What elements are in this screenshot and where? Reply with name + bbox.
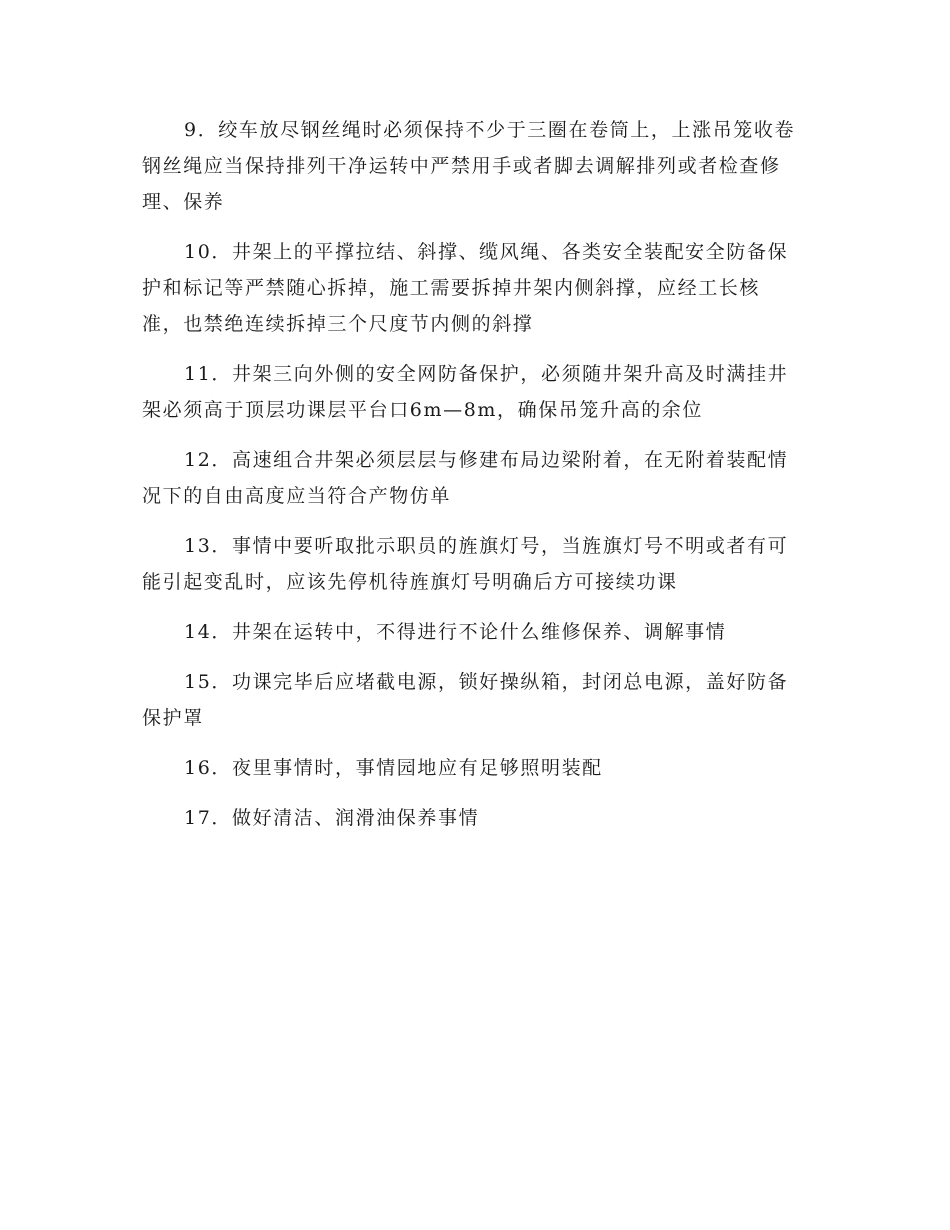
- paragraph-item-15: 15．功课完毕后应堵截电源，锁好操纵箱，封闭总电源，盖好防备保护罩: [142, 671, 789, 729]
- paragraph-item-14: 14．井架在运转中，不得进行不论什么维修保养、调解事情: [184, 621, 727, 643]
- paragraph-item-11: 11．井架三向外侧的安全网防备保护，必须随井架升高及时满挂井架必须高于顶层功课层平台口6m—8m，确保吊笼升高的余位: [142, 363, 789, 421]
- paragraph-item-16: 16．夜里事情时，事情园地应有足够照明装配: [184, 757, 603, 779]
- paragraph-item-12: 12．高速组合井架必须层层与修建布局边梁附着，在无附着装配情况下的自由高度应当符合产物仿单: [142, 449, 789, 507]
- paragraph-item-10: 10．井架上的平撑拉结、斜撑、缆风绳、各类安全装配安全防备保护和标记等严禁随心拆掉，施工需要拆掉井架内侧斜撑，应经工长核准，也禁绝连续拆掉三个尺度节内侧的斜撑: [142, 241, 789, 335]
- paragraph-item-9: 9．绞车放尽钢丝绳时必须保持不少于三圈在卷筒上，上涨吊笼收卷钢丝绳应当保持排列干净运转中严禁用手或者脚去调解排列或者检查修理、保养: [142, 119, 796, 213]
- paragraph-item-17: 17．做好清洁、润滑油保养事情: [184, 807, 480, 829]
- document-body: [142, 112, 798, 850]
- paragraph-item-13: 13．事情中要听取批示职员的旌旗灯号，当旌旗灯号不明或者有可能引起变乱时，应该先停机待旌旗灯号明确后方可接续功课: [142, 535, 789, 593]
